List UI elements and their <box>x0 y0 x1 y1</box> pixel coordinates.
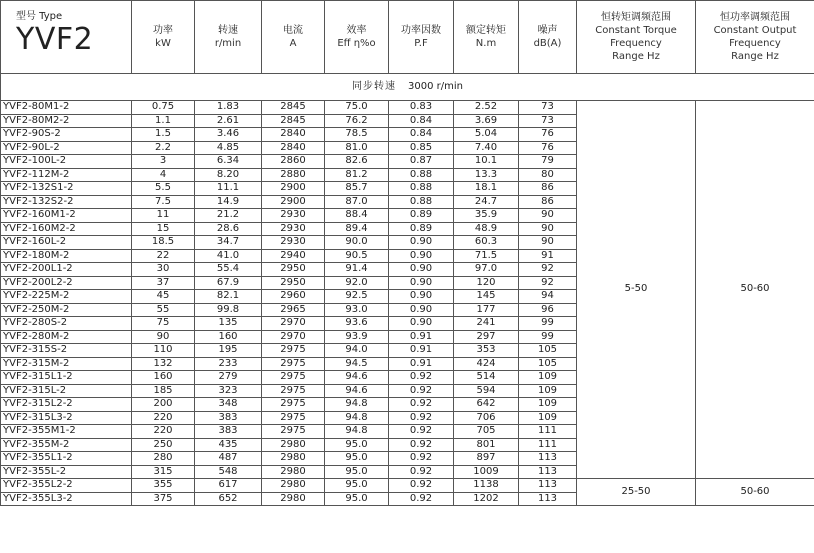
sync-speed-cell <box>1 74 814 101</box>
power-cell: 3 <box>132 155 195 169</box>
efficiency-cell: 82.6 <box>325 155 389 169</box>
speed-cell: 2.61 <box>195 114 262 128</box>
noise-cell: 92 <box>519 263 577 277</box>
column-header-power-factor <box>389 1 454 74</box>
noise-cell: 99 <box>519 317 577 331</box>
efficiency-cell: 94.8 <box>325 425 389 439</box>
efficiency-cell: 95.0 <box>325 438 389 452</box>
power-cell: 11 <box>132 209 195 223</box>
current-cell: 2840 <box>262 128 325 142</box>
column-header-unit: Eff η%o <box>337 38 376 49</box>
column-header-en: Range Hz <box>731 51 779 62</box>
current-cell: 2965 <box>262 303 325 317</box>
torque-range-cell: 5-50 <box>577 101 696 479</box>
power-cell: 55 <box>132 303 195 317</box>
speed-cell: 617 <box>195 479 262 493</box>
power-cell: 5.5 <box>132 182 195 196</box>
speed-cell: 67.9 <box>195 276 262 290</box>
current-cell: 2845 <box>262 114 325 128</box>
speed-cell: 28.6 <box>195 222 262 236</box>
noise-cell: 105 <box>519 344 577 358</box>
sync-speed-row <box>1 74 814 101</box>
model-cell: YVF2-160M2-2 <box>1 222 132 236</box>
torque-cell: 71.5 <box>454 249 519 263</box>
column-header-unit: dB(A) <box>533 38 562 49</box>
speed-cell: 3.46 <box>195 128 262 142</box>
efficiency-cell: 88.4 <box>325 209 389 223</box>
type-label: 型号 Type <box>16 11 63 22</box>
torque-cell: 801 <box>454 438 519 452</box>
power-factor-cell: 0.92 <box>389 411 454 425</box>
power-cell: 90 <box>132 330 195 344</box>
torque-cell: 3.69 <box>454 114 519 128</box>
efficiency-cell: 95.0 <box>325 465 389 479</box>
efficiency-cell: 95.0 <box>325 492 389 506</box>
column-header-efficiency <box>325 1 389 74</box>
power-factor-cell: 0.83 <box>389 101 454 115</box>
noise-cell: 76 <box>519 141 577 155</box>
column-header-en: Range Hz <box>612 51 660 62</box>
efficiency-cell: 91.4 <box>325 263 389 277</box>
current-cell: 2975 <box>262 384 325 398</box>
torque-cell: 1138 <box>454 479 519 493</box>
model-cell: YVF2-100L-2 <box>1 155 132 169</box>
model-cell: YVF2-132S1-2 <box>1 182 132 196</box>
model-cell: YVF2-280S-2 <box>1 317 132 331</box>
power-factor-cell: 0.92 <box>389 371 454 385</box>
efficiency-cell: 94.8 <box>325 411 389 425</box>
column-header-cn: 恒转矩调频范围 <box>601 12 671 23</box>
speed-cell: 348 <box>195 398 262 412</box>
power-range-cell: 50-60 <box>696 479 814 506</box>
column-header-cn: 功率 <box>153 25 173 36</box>
efficiency-cell: 92.0 <box>325 276 389 290</box>
model-cell: YVF2-315L2-2 <box>1 398 132 412</box>
current-cell: 2980 <box>262 465 325 479</box>
torque-cell: 241 <box>454 317 519 331</box>
torque-cell: 7.40 <box>454 141 519 155</box>
power-cell: 22 <box>132 249 195 263</box>
torque-cell: 705 <box>454 425 519 439</box>
speed-cell: 6.34 <box>195 155 262 169</box>
speed-cell: 487 <box>195 452 262 466</box>
column-header-torque-range <box>577 1 696 74</box>
column-header-en: Constant Torque <box>595 25 677 36</box>
speed-cell: 652 <box>195 492 262 506</box>
power-factor-cell: 0.90 <box>389 276 454 290</box>
speed-cell: 34.7 <box>195 236 262 250</box>
speed-cell: 548 <box>195 465 262 479</box>
power-cell: 1.1 <box>132 114 195 128</box>
torque-cell: 10.1 <box>454 155 519 169</box>
torque-cell: 48.9 <box>454 222 519 236</box>
efficiency-cell: 89.4 <box>325 222 389 236</box>
power-range-cell: 50-60 <box>696 101 814 479</box>
power-factor-cell: 0.90 <box>389 236 454 250</box>
efficiency-cell: 95.0 <box>325 479 389 493</box>
efficiency-cell: 85.7 <box>325 182 389 196</box>
power-factor-cell: 0.92 <box>389 384 454 398</box>
noise-cell: 111 <box>519 438 577 452</box>
noise-cell: 79 <box>519 155 577 169</box>
column-header-unit: r/min <box>214 38 242 49</box>
column-header-en: Constant Output <box>713 25 797 36</box>
model-cell: YVF2-315L-2 <box>1 384 132 398</box>
sync-speed-value: 3000 r/min <box>408 81 463 92</box>
current-cell: 2950 <box>262 276 325 290</box>
noise-cell: 94 <box>519 290 577 304</box>
column-header-current <box>262 1 325 74</box>
model-cell: YVF2-355L3-2 <box>1 492 132 506</box>
torque-cell: 35.9 <box>454 209 519 223</box>
noise-cell: 111 <box>519 425 577 439</box>
torque-cell: 13.3 <box>454 168 519 182</box>
type-header-cell <box>1 1 132 74</box>
torque-cell: 120 <box>454 276 519 290</box>
current-cell: 2950 <box>262 263 325 277</box>
noise-cell: 76 <box>519 128 577 142</box>
column-header-cn: 功率因数 <box>401 25 441 36</box>
model-cell: YVF2-315S-2 <box>1 344 132 358</box>
model-cell: YVF2-80M1-2 <box>1 101 132 115</box>
speed-cell: 82.1 <box>195 290 262 304</box>
speed-cell: 21.2 <box>195 209 262 223</box>
column-header-power <box>132 1 195 74</box>
noise-cell: 90 <box>519 222 577 236</box>
efficiency-cell: 94.6 <box>325 384 389 398</box>
noise-cell: 109 <box>519 398 577 412</box>
current-cell: 2980 <box>262 479 325 493</box>
header-row <box>1 1 814 74</box>
model-cell: YVF2-200L1-2 <box>1 263 132 277</box>
speed-cell: 55.4 <box>195 263 262 277</box>
efficiency-cell: 93.6 <box>325 317 389 331</box>
power-factor-cell: 0.88 <box>389 168 454 182</box>
efficiency-cell: 90.5 <box>325 249 389 263</box>
column-header-cn: 噪声 <box>537 25 558 36</box>
power-cell: 250 <box>132 438 195 452</box>
current-cell: 2940 <box>262 249 325 263</box>
noise-cell: 109 <box>519 384 577 398</box>
power-factor-cell: 0.92 <box>389 438 454 452</box>
power-factor-cell: 0.92 <box>389 492 454 506</box>
model-cell: YVF2-90S-2 <box>1 128 132 142</box>
power-factor-cell: 0.91 <box>389 344 454 358</box>
torque-cell: 2.52 <box>454 101 519 115</box>
power-factor-cell: 0.88 <box>389 182 454 196</box>
speed-cell: 99.8 <box>195 303 262 317</box>
model-cell: YVF2-112M-2 <box>1 168 132 182</box>
power-factor-cell: 0.92 <box>389 452 454 466</box>
model-cell: YVF2-225M-2 <box>1 290 132 304</box>
power-factor-cell: 0.90 <box>389 263 454 277</box>
efficiency-cell: 92.5 <box>325 290 389 304</box>
model-cell: YVF2-315M-2 <box>1 357 132 371</box>
table-row <box>1 101 814 115</box>
column-header-unit: N.m <box>475 38 497 49</box>
efficiency-cell: 95.0 <box>325 452 389 466</box>
speed-cell: 233 <box>195 357 262 371</box>
model-cell: YVF2-315L3-2 <box>1 411 132 425</box>
model-cell: YVF2-90L-2 <box>1 141 132 155</box>
efficiency-cell: 93.0 <box>325 303 389 317</box>
speed-cell: 4.85 <box>195 141 262 155</box>
column-header-cn: 转速 <box>218 25 238 36</box>
power-factor-cell: 0.91 <box>389 330 454 344</box>
power-cell: 45 <box>132 290 195 304</box>
speed-cell: 383 <box>195 411 262 425</box>
noise-cell: 92 <box>519 276 577 290</box>
noise-cell: 99 <box>519 330 577 344</box>
power-factor-cell: 0.84 <box>389 128 454 142</box>
power-cell: 220 <box>132 411 195 425</box>
power-cell: 0.75 <box>132 101 195 115</box>
noise-cell: 113 <box>519 492 577 506</box>
noise-cell: 96 <box>519 303 577 317</box>
efficiency-cell: 75.0 <box>325 101 389 115</box>
power-factor-cell: 0.90 <box>389 303 454 317</box>
torque-range-cell: 25-50 <box>577 479 696 506</box>
speed-cell: 383 <box>195 425 262 439</box>
power-cell: 75 <box>132 317 195 331</box>
noise-cell: 90 <box>519 209 577 223</box>
model-cell: YVF2-355M-2 <box>1 438 132 452</box>
model-cell: YVF2-160M1-2 <box>1 209 132 223</box>
column-header-en: Frequency <box>729 38 781 49</box>
efficiency-cell: 94.6 <box>325 371 389 385</box>
model-cell: YVF2-200L2-2 <box>1 276 132 290</box>
noise-cell: 73 <box>519 114 577 128</box>
speed-cell: 135 <box>195 317 262 331</box>
power-factor-cell: 0.84 <box>389 114 454 128</box>
model-series-title: YVF2 <box>16 22 94 57</box>
power-cell: 110 <box>132 344 195 358</box>
table-row <box>1 479 814 493</box>
efficiency-cell: 90.0 <box>325 236 389 250</box>
power-cell: 200 <box>132 398 195 412</box>
power-cell: 2.2 <box>132 141 195 155</box>
noise-cell: 113 <box>519 465 577 479</box>
efficiency-cell: 94.0 <box>325 344 389 358</box>
torque-cell: 642 <box>454 398 519 412</box>
current-cell: 2900 <box>262 195 325 209</box>
column-header-cn: 电流 <box>283 25 303 36</box>
noise-cell: 105 <box>519 357 577 371</box>
efficiency-cell: 81.2 <box>325 168 389 182</box>
speed-cell: 14.9 <box>195 195 262 209</box>
power-cell: 15 <box>132 222 195 236</box>
current-cell: 2970 <box>262 330 325 344</box>
current-cell: 2930 <box>262 209 325 223</box>
power-factor-cell: 0.92 <box>389 465 454 479</box>
efficiency-cell: 78.5 <box>325 128 389 142</box>
power-cell: 37 <box>132 276 195 290</box>
torque-cell: 897 <box>454 452 519 466</box>
speed-cell: 435 <box>195 438 262 452</box>
column-header-speed <box>195 1 262 74</box>
current-cell: 2980 <box>262 452 325 466</box>
current-cell: 2900 <box>262 182 325 196</box>
column-header-cn: 恒功率调频范围 <box>720 12 790 23</box>
table-body <box>1 74 814 506</box>
column-header-cn: 效率 <box>346 25 367 36</box>
power-factor-cell: 0.88 <box>389 195 454 209</box>
efficiency-cell: 94.5 <box>325 357 389 371</box>
current-cell: 2980 <box>262 492 325 506</box>
current-cell: 2975 <box>262 398 325 412</box>
power-factor-cell: 0.89 <box>389 209 454 223</box>
model-cell: YVF2-250M-2 <box>1 303 132 317</box>
model-cell: YVF2-315L1-2 <box>1 371 132 385</box>
current-cell: 2860 <box>262 155 325 169</box>
current-cell: 2975 <box>262 344 325 358</box>
column-header-cn: 额定转矩 <box>466 25 506 36</box>
power-cell: 1.5 <box>132 128 195 142</box>
power-factor-cell: 0.92 <box>389 398 454 412</box>
column-header-power-range <box>696 1 814 74</box>
torque-cell: 177 <box>454 303 519 317</box>
current-cell: 2880 <box>262 168 325 182</box>
column-header-unit: P.F <box>414 38 428 49</box>
current-cell: 2845 <box>262 101 325 115</box>
current-cell: 2970 <box>262 317 325 331</box>
power-cell: 18.5 <box>132 236 195 250</box>
noise-cell: 86 <box>519 195 577 209</box>
model-cell: YVF2-160L-2 <box>1 236 132 250</box>
torque-cell: 1202 <box>454 492 519 506</box>
model-cell: YVF2-280M-2 <box>1 330 132 344</box>
current-cell: 2930 <box>262 222 325 236</box>
model-cell: YVF2-180M-2 <box>1 249 132 263</box>
power-cell: 4 <box>132 168 195 182</box>
torque-cell: 97.0 <box>454 263 519 277</box>
power-cell: 185 <box>132 384 195 398</box>
torque-cell: 353 <box>454 344 519 358</box>
current-cell: 2930 <box>262 236 325 250</box>
power-factor-cell: 0.92 <box>389 479 454 493</box>
torque-cell: 424 <box>454 357 519 371</box>
current-cell: 2980 <box>262 438 325 452</box>
current-cell: 2975 <box>262 425 325 439</box>
column-header-unit: A <box>289 38 297 49</box>
torque-cell: 1009 <box>454 465 519 479</box>
model-cell: YVF2-80M2-2 <box>1 114 132 128</box>
torque-cell: 514 <box>454 371 519 385</box>
efficiency-cell: 76.2 <box>325 114 389 128</box>
speed-cell: 160 <box>195 330 262 344</box>
current-cell: 2840 <box>262 141 325 155</box>
column-header-rated-torque <box>454 1 519 74</box>
power-factor-cell: 0.87 <box>389 155 454 169</box>
noise-cell: 86 <box>519 182 577 196</box>
current-cell: 2975 <box>262 357 325 371</box>
speed-cell: 8.20 <box>195 168 262 182</box>
power-cell: 280 <box>132 452 195 466</box>
speed-cell: 41.0 <box>195 249 262 263</box>
efficiency-cell: 93.9 <box>325 330 389 344</box>
speed-cell: 195 <box>195 344 262 358</box>
noise-cell: 109 <box>519 371 577 385</box>
column-header-unit: kW <box>155 38 171 49</box>
power-factor-cell: 0.90 <box>389 290 454 304</box>
speed-cell: 279 <box>195 371 262 385</box>
power-factor-cell: 0.92 <box>389 425 454 439</box>
torque-cell: 60.3 <box>454 236 519 250</box>
sync-speed-label: 同步转速 <box>352 81 397 92</box>
column-header-en: Frequency <box>610 38 662 49</box>
power-cell: 315 <box>132 465 195 479</box>
current-cell: 2975 <box>262 411 325 425</box>
torque-cell: 706 <box>454 411 519 425</box>
model-cell: YVF2-355L-2 <box>1 465 132 479</box>
power-cell: 220 <box>132 425 195 439</box>
efficiency-cell: 81.0 <box>325 141 389 155</box>
current-cell: 2960 <box>262 290 325 304</box>
torque-cell: 18.1 <box>454 182 519 196</box>
noise-cell: 113 <box>519 479 577 493</box>
model-cell: YVF2-355M1-2 <box>1 425 132 439</box>
model-cell: YVF2-355L2-2 <box>1 479 132 493</box>
torque-cell: 145 <box>454 290 519 304</box>
speed-cell: 323 <box>195 384 262 398</box>
power-factor-cell: 0.90 <box>389 317 454 331</box>
torque-cell: 24.7 <box>454 195 519 209</box>
power-cell: 355 <box>132 479 195 493</box>
model-cell: YVF2-132S2-2 <box>1 195 132 209</box>
speed-cell: 11.1 <box>195 182 262 196</box>
power-factor-cell: 0.85 <box>389 141 454 155</box>
torque-cell: 297 <box>454 330 519 344</box>
noise-cell: 109 <box>519 411 577 425</box>
power-cell: 7.5 <box>132 195 195 209</box>
power-factor-cell: 0.90 <box>389 249 454 263</box>
noise-cell: 90 <box>519 236 577 250</box>
column-header-noise <box>519 1 577 74</box>
noise-cell: 73 <box>519 101 577 115</box>
speed-cell: 1.83 <box>195 101 262 115</box>
power-factor-cell: 0.89 <box>389 222 454 236</box>
efficiency-cell: 87.0 <box>325 195 389 209</box>
noise-cell: 113 <box>519 452 577 466</box>
noise-cell: 91 <box>519 249 577 263</box>
efficiency-cell: 94.8 <box>325 398 389 412</box>
torque-cell: 5.04 <box>454 128 519 142</box>
power-cell: 30 <box>132 263 195 277</box>
power-factor-cell: 0.91 <box>389 357 454 371</box>
power-cell: 160 <box>132 371 195 385</box>
power-cell: 375 <box>132 492 195 506</box>
torque-cell: 594 <box>454 384 519 398</box>
noise-cell: 80 <box>519 168 577 182</box>
model-cell: YVF2-355L1-2 <box>1 452 132 466</box>
power-cell: 132 <box>132 357 195 371</box>
current-cell: 2975 <box>262 371 325 385</box>
